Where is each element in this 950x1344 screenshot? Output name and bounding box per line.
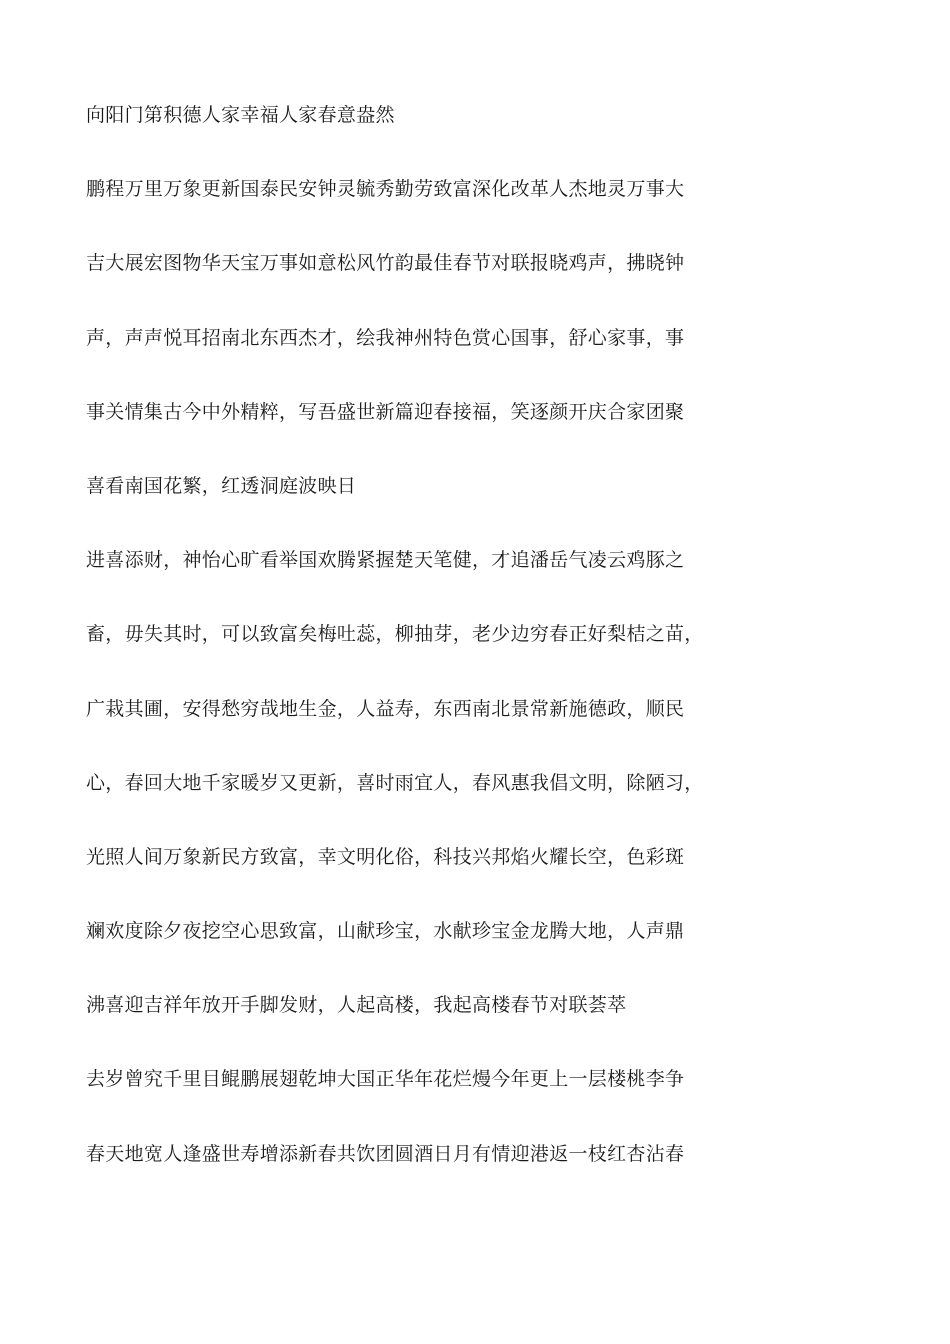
text-line-5: 事关情集古今中外精粹，写吾盛世新篇迎春接福，笑逐颜开庆合家团聚	[86, 401, 685, 423]
text-line-10: 心，春回大地千家暖岁又更新，喜时雨宜人，春风惠我倡文明，除陋习，	[86, 772, 704, 794]
text-line-14: 去岁曾究千里目鲲鹏展翅乾坤大国正华年花烂熳今年更上一层楼桃李争	[86, 1068, 685, 1090]
text-line-3: 吉大展宏图物华天宝万事如意松风竹韵最佳春节对联报晓鸡声，拂晓钟	[86, 252, 685, 274]
text-line-13: 沸喜迎吉祥年放开手脚发财，人起高楼，我起高楼春节对联荟萃	[86, 994, 627, 1016]
text-line-1: 向阳门第积德人家幸福人家春意盎然	[86, 104, 395, 126]
text-line-12: 斓欢度除夕夜挖空心思致富，山献珍宝，水献珍宝金龙腾大地，人声鼎	[86, 920, 685, 942]
text-line-7: 进喜添财，神怡心旷看举国欢腾紧握楚天笔健，才追潘岳气凌云鸡豚之	[86, 549, 685, 571]
text-line-4: 声，声声悦耳招南北东西杰才，绘我神州特色赏心国事，舒心家事，事	[86, 327, 685, 349]
text-line-2: 鹏程万里万象更新国泰民安钟灵毓秀勤劳致富深化改革人杰地灵万事大	[86, 178, 685, 200]
text-line-8: 畜，毋失其时，可以致富矣梅吐蕊，柳抽芽，老少边穷春正好梨桔之苗，	[86, 623, 704, 645]
text-line-6: 喜看南国花繁，红透洞庭波映日	[86, 475, 357, 497]
text-line-11: 光照人间万象新民方致富，幸文明化俗，科技兴邦焰火耀长空，色彩斑	[86, 846, 685, 868]
text-line-9: 广栽其圃，安得愁穷哉地生金，人益寿，东西南北景常新施德政，顺民	[86, 698, 685, 720]
text-line-15: 春天地宽人逢盛世寿增添新春共饮团圆酒日月有情迎港返一枝红杏沾春	[86, 1143, 685, 1165]
